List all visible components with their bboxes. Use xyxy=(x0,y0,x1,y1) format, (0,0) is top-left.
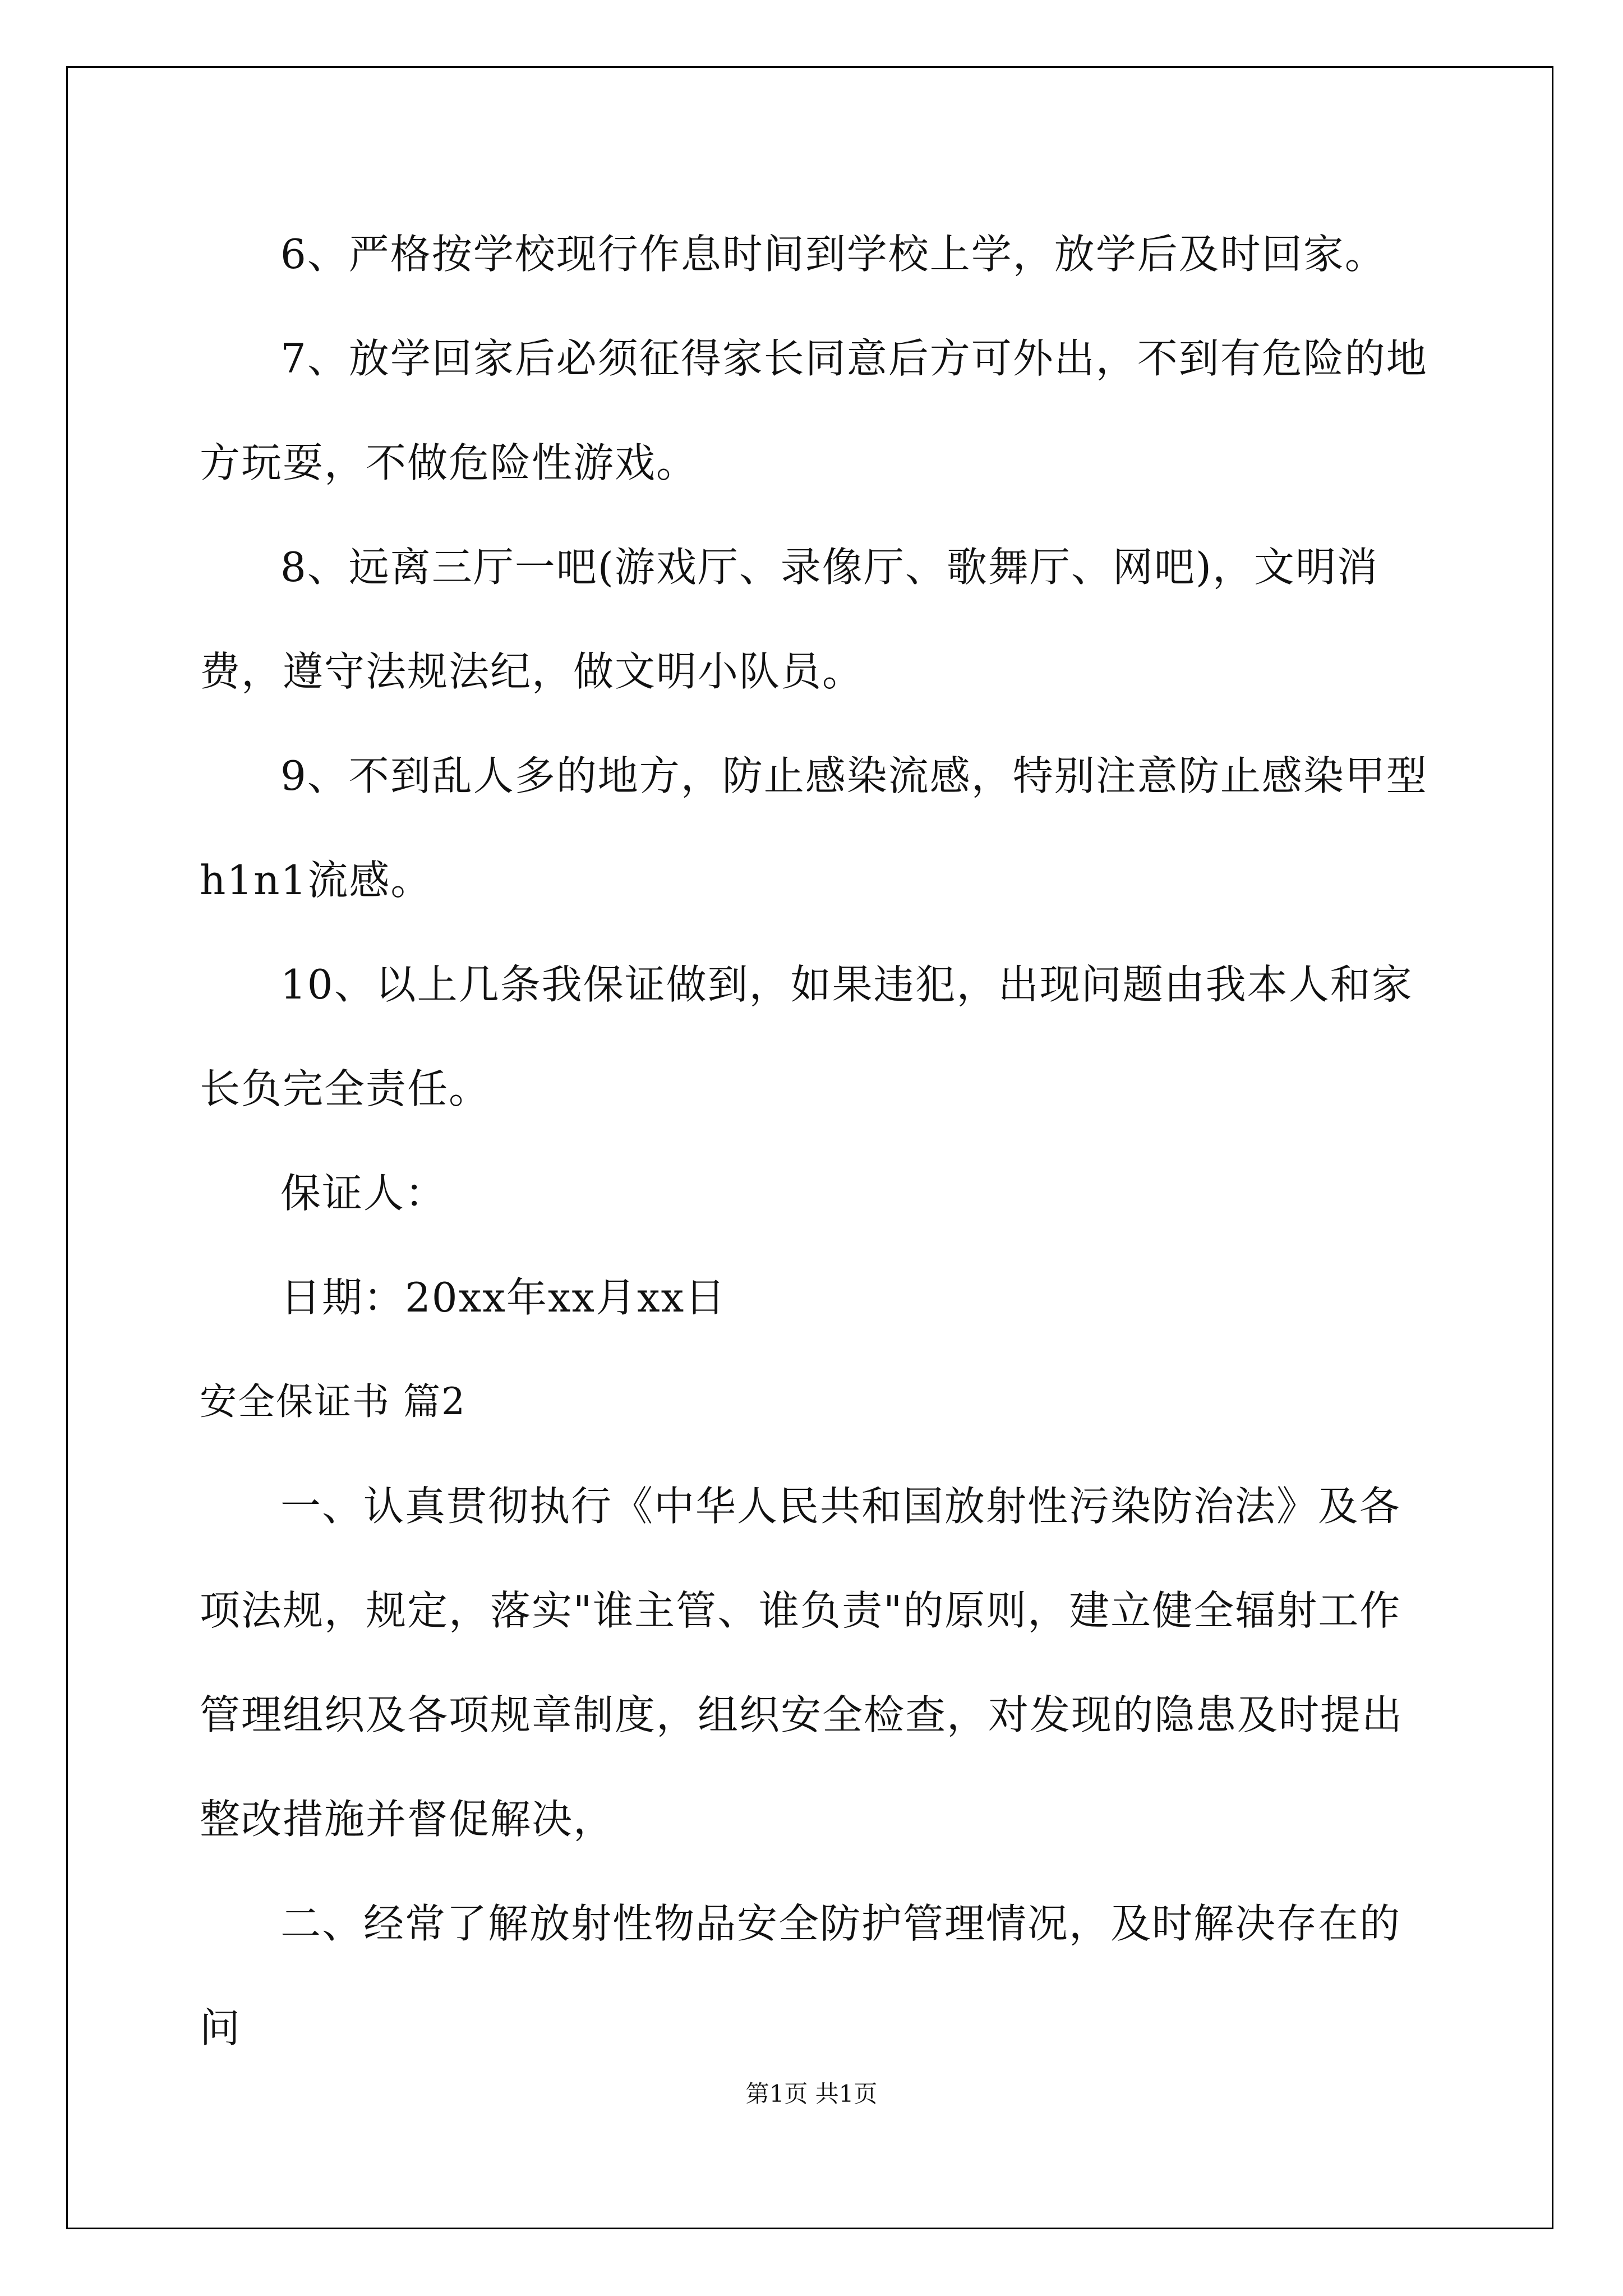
paragraph-item-10: 10、以上几条我保证做到，如果违犯，出现问题由我本人和家长负完全责任。 xyxy=(200,961,1413,1112)
paragraph-item-8: 8、远离三厅一吧(游戏厅、录像厅、歌舞厅、网吧)，文明消费，遵守法规法纪，做文明小队员。 xyxy=(200,544,1378,695)
guarantor-line: 保证人： xyxy=(280,1170,447,1217)
paragraph-item-one: 一、认真贯彻执行《中华人民共和国放射性污染防治法》及各项法规，规定，落实"谁主管、谁负责"的原则，建立健全辐射工作管理组织及各项规章制度，组织安全检查，对发现的隐患及时提出整改措施并督促解决， xyxy=(200,1483,1404,1843)
paragraph-item-7: 7、放学回家后必须征得家长同意后方可外出，不到有危险的地方玩耍，不做危险性游戏。 xyxy=(200,335,1428,486)
paragraph-item-6: 6、严格按学校现行作息时间到学校上学，放学后及时回家。 xyxy=(280,231,1386,278)
section-heading: 安全保证书 篇2 xyxy=(200,1380,466,1423)
document-body xyxy=(200,202,1433,2080)
date-line: 日期：20xx年xx月xx日 xyxy=(280,1274,727,1321)
paragraph-item-9: 9、不到乱人多的地方，防止感染流感，特别注意防止感染甲型h1n1流感。 xyxy=(200,752,1428,904)
page-footer: 第1页 共1页 xyxy=(745,2080,878,2108)
paragraph-item-two: 二、经常了解放射性物品安全防护管理情况，及时解决存在的问 xyxy=(200,1900,1401,2051)
